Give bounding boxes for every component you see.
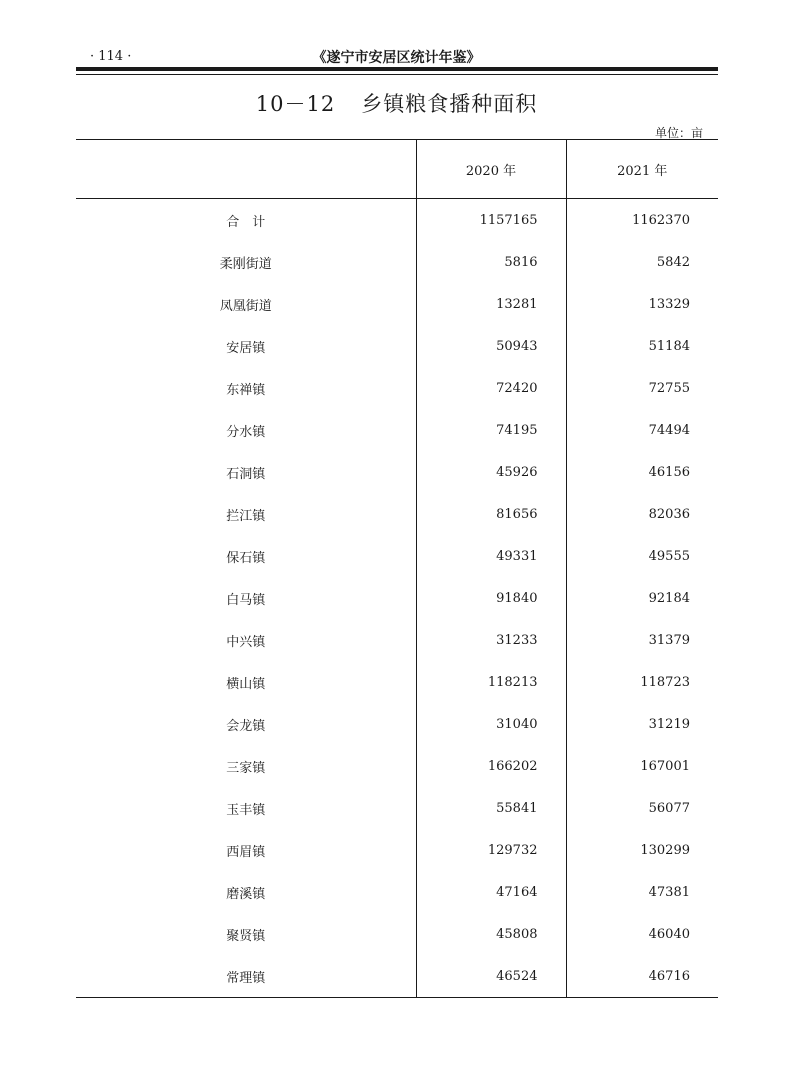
column-header-2021: 2021 年 xyxy=(566,140,718,199)
table-row xyxy=(76,535,718,577)
row-value-2020: 49331 xyxy=(416,535,566,577)
row-value-2021: 118723 xyxy=(566,661,718,703)
row-value-2021: 56077 xyxy=(566,787,718,829)
row-value-2021: 46040 xyxy=(566,913,718,955)
row-region-label: 会龙镇 xyxy=(226,718,266,734)
table-row xyxy=(76,913,718,955)
row-region-label: 安居镇 xyxy=(226,340,266,356)
row-region-label: 常理镇 xyxy=(226,970,266,986)
table-row xyxy=(76,493,718,535)
table-row xyxy=(76,283,718,325)
row-region-name xyxy=(76,955,416,998)
row-region-label: 三家镇 xyxy=(226,760,266,776)
row-value-2020: 45808 xyxy=(416,913,566,955)
row-region-label: 分水镇 xyxy=(226,424,266,440)
row-value-2021: 82036 xyxy=(566,493,718,535)
row-region-label: 聚贤镇 xyxy=(226,928,266,944)
row-value-2021: 31219 xyxy=(566,703,718,745)
row-region-label: 白马镇 xyxy=(226,592,266,608)
row-region-name xyxy=(76,661,416,703)
row-value-2021: 167001 xyxy=(566,745,718,787)
row-value-2020: 91840 xyxy=(416,577,566,619)
row-region-label: 保石镇 xyxy=(226,550,266,566)
row-region-name xyxy=(76,199,416,242)
row-value-2020: 55841 xyxy=(416,787,566,829)
table-row xyxy=(76,829,718,871)
row-value-2021: 130299 xyxy=(566,829,718,871)
row-value-2020: 46524 xyxy=(416,955,566,998)
column-header-region xyxy=(76,140,416,199)
table-number: 10－12 xyxy=(255,92,336,116)
row-region-label: 中兴镇 xyxy=(226,634,266,650)
row-region-label: 玉丰镇 xyxy=(226,802,266,818)
table-row xyxy=(76,325,718,367)
row-region-name xyxy=(76,367,416,409)
table-title xyxy=(0,88,793,118)
row-value-2020: 50943 xyxy=(416,325,566,367)
row-value-2020: 1157165 xyxy=(416,199,566,242)
row-value-2020: 72420 xyxy=(416,367,566,409)
row-region-name xyxy=(76,325,416,367)
row-region-name xyxy=(76,703,416,745)
row-value-2020: 31040 xyxy=(416,703,566,745)
row-region-name xyxy=(76,493,416,535)
table-row xyxy=(76,199,718,242)
table-row xyxy=(76,745,718,787)
page-number: · 114 · xyxy=(90,49,132,64)
header-rule-thin xyxy=(76,74,718,75)
row-region-label: 凤凰街道 xyxy=(219,298,272,314)
table-row xyxy=(76,241,718,283)
row-value-2020: 47164 xyxy=(416,871,566,913)
table-row xyxy=(76,787,718,829)
statistics-table xyxy=(76,139,718,998)
table-row xyxy=(76,451,718,493)
row-region-label: 拦江镇 xyxy=(226,508,266,524)
row-region-label: 石洞镇 xyxy=(226,466,266,482)
row-value-2021: 46716 xyxy=(566,955,718,998)
row-value-2021: 49555 xyxy=(566,535,718,577)
row-region-name xyxy=(76,913,416,955)
table-row xyxy=(76,661,718,703)
row-region-label: 磨溪镇 xyxy=(226,886,266,902)
table-row xyxy=(76,577,718,619)
table-row xyxy=(76,871,718,913)
row-value-2020: 31233 xyxy=(416,619,566,661)
row-region-label: 西眉镇 xyxy=(226,844,266,860)
column-header-2020: 2020 年 xyxy=(416,140,566,199)
row-region-name xyxy=(76,451,416,493)
unit-label: 单位：亩 xyxy=(654,126,703,140)
header-rule-thick xyxy=(76,67,718,71)
row-region-name xyxy=(76,745,416,787)
row-value-2020: 13281 xyxy=(416,283,566,325)
row-value-2020: 118213 xyxy=(416,661,566,703)
row-value-2021: 5842 xyxy=(566,241,718,283)
running-title: 《遂宁市安居区统计年鉴》 xyxy=(312,50,481,66)
row-value-2020: 81656 xyxy=(416,493,566,535)
table-row xyxy=(76,619,718,661)
row-region-name xyxy=(76,829,416,871)
table-title-text: 乡镇粮食播种面积 xyxy=(361,92,538,116)
row-region-name xyxy=(76,619,416,661)
row-region-name xyxy=(76,871,416,913)
table-row xyxy=(76,367,718,409)
row-value-2021: 72755 xyxy=(566,367,718,409)
row-region-label: 柔刚街道 xyxy=(219,256,272,272)
row-region-label: 横山镇 xyxy=(226,676,266,692)
table-row xyxy=(76,409,718,451)
row-value-2021: 31379 xyxy=(566,619,718,661)
row-value-2020: 45926 xyxy=(416,451,566,493)
row-region-name xyxy=(76,409,416,451)
table-body xyxy=(76,199,718,998)
row-region-name xyxy=(76,241,416,283)
row-value-2021: 47381 xyxy=(566,871,718,913)
row-region-label: 东禅镇 xyxy=(226,382,266,398)
row-region-name xyxy=(76,283,416,325)
row-value-2020: 129732 xyxy=(416,829,566,871)
row-value-2021: 92184 xyxy=(566,577,718,619)
row-value-2021: 74494 xyxy=(566,409,718,451)
row-value-2020: 74195 xyxy=(416,409,566,451)
table-row xyxy=(76,955,718,998)
row-value-2021: 51184 xyxy=(566,325,718,367)
row-value-2020: 5816 xyxy=(416,241,566,283)
row-value-2020: 166202 xyxy=(416,745,566,787)
row-value-2021: 1162370 xyxy=(566,199,718,242)
row-value-2021: 46156 xyxy=(566,451,718,493)
row-region-name xyxy=(76,787,416,829)
row-region-label: 合 计 xyxy=(226,214,266,230)
row-region-name xyxy=(76,577,416,619)
row-region-name xyxy=(76,535,416,577)
table-row xyxy=(76,703,718,745)
table-header xyxy=(76,140,718,199)
row-value-2021: 13329 xyxy=(566,283,718,325)
header-row xyxy=(76,140,718,199)
